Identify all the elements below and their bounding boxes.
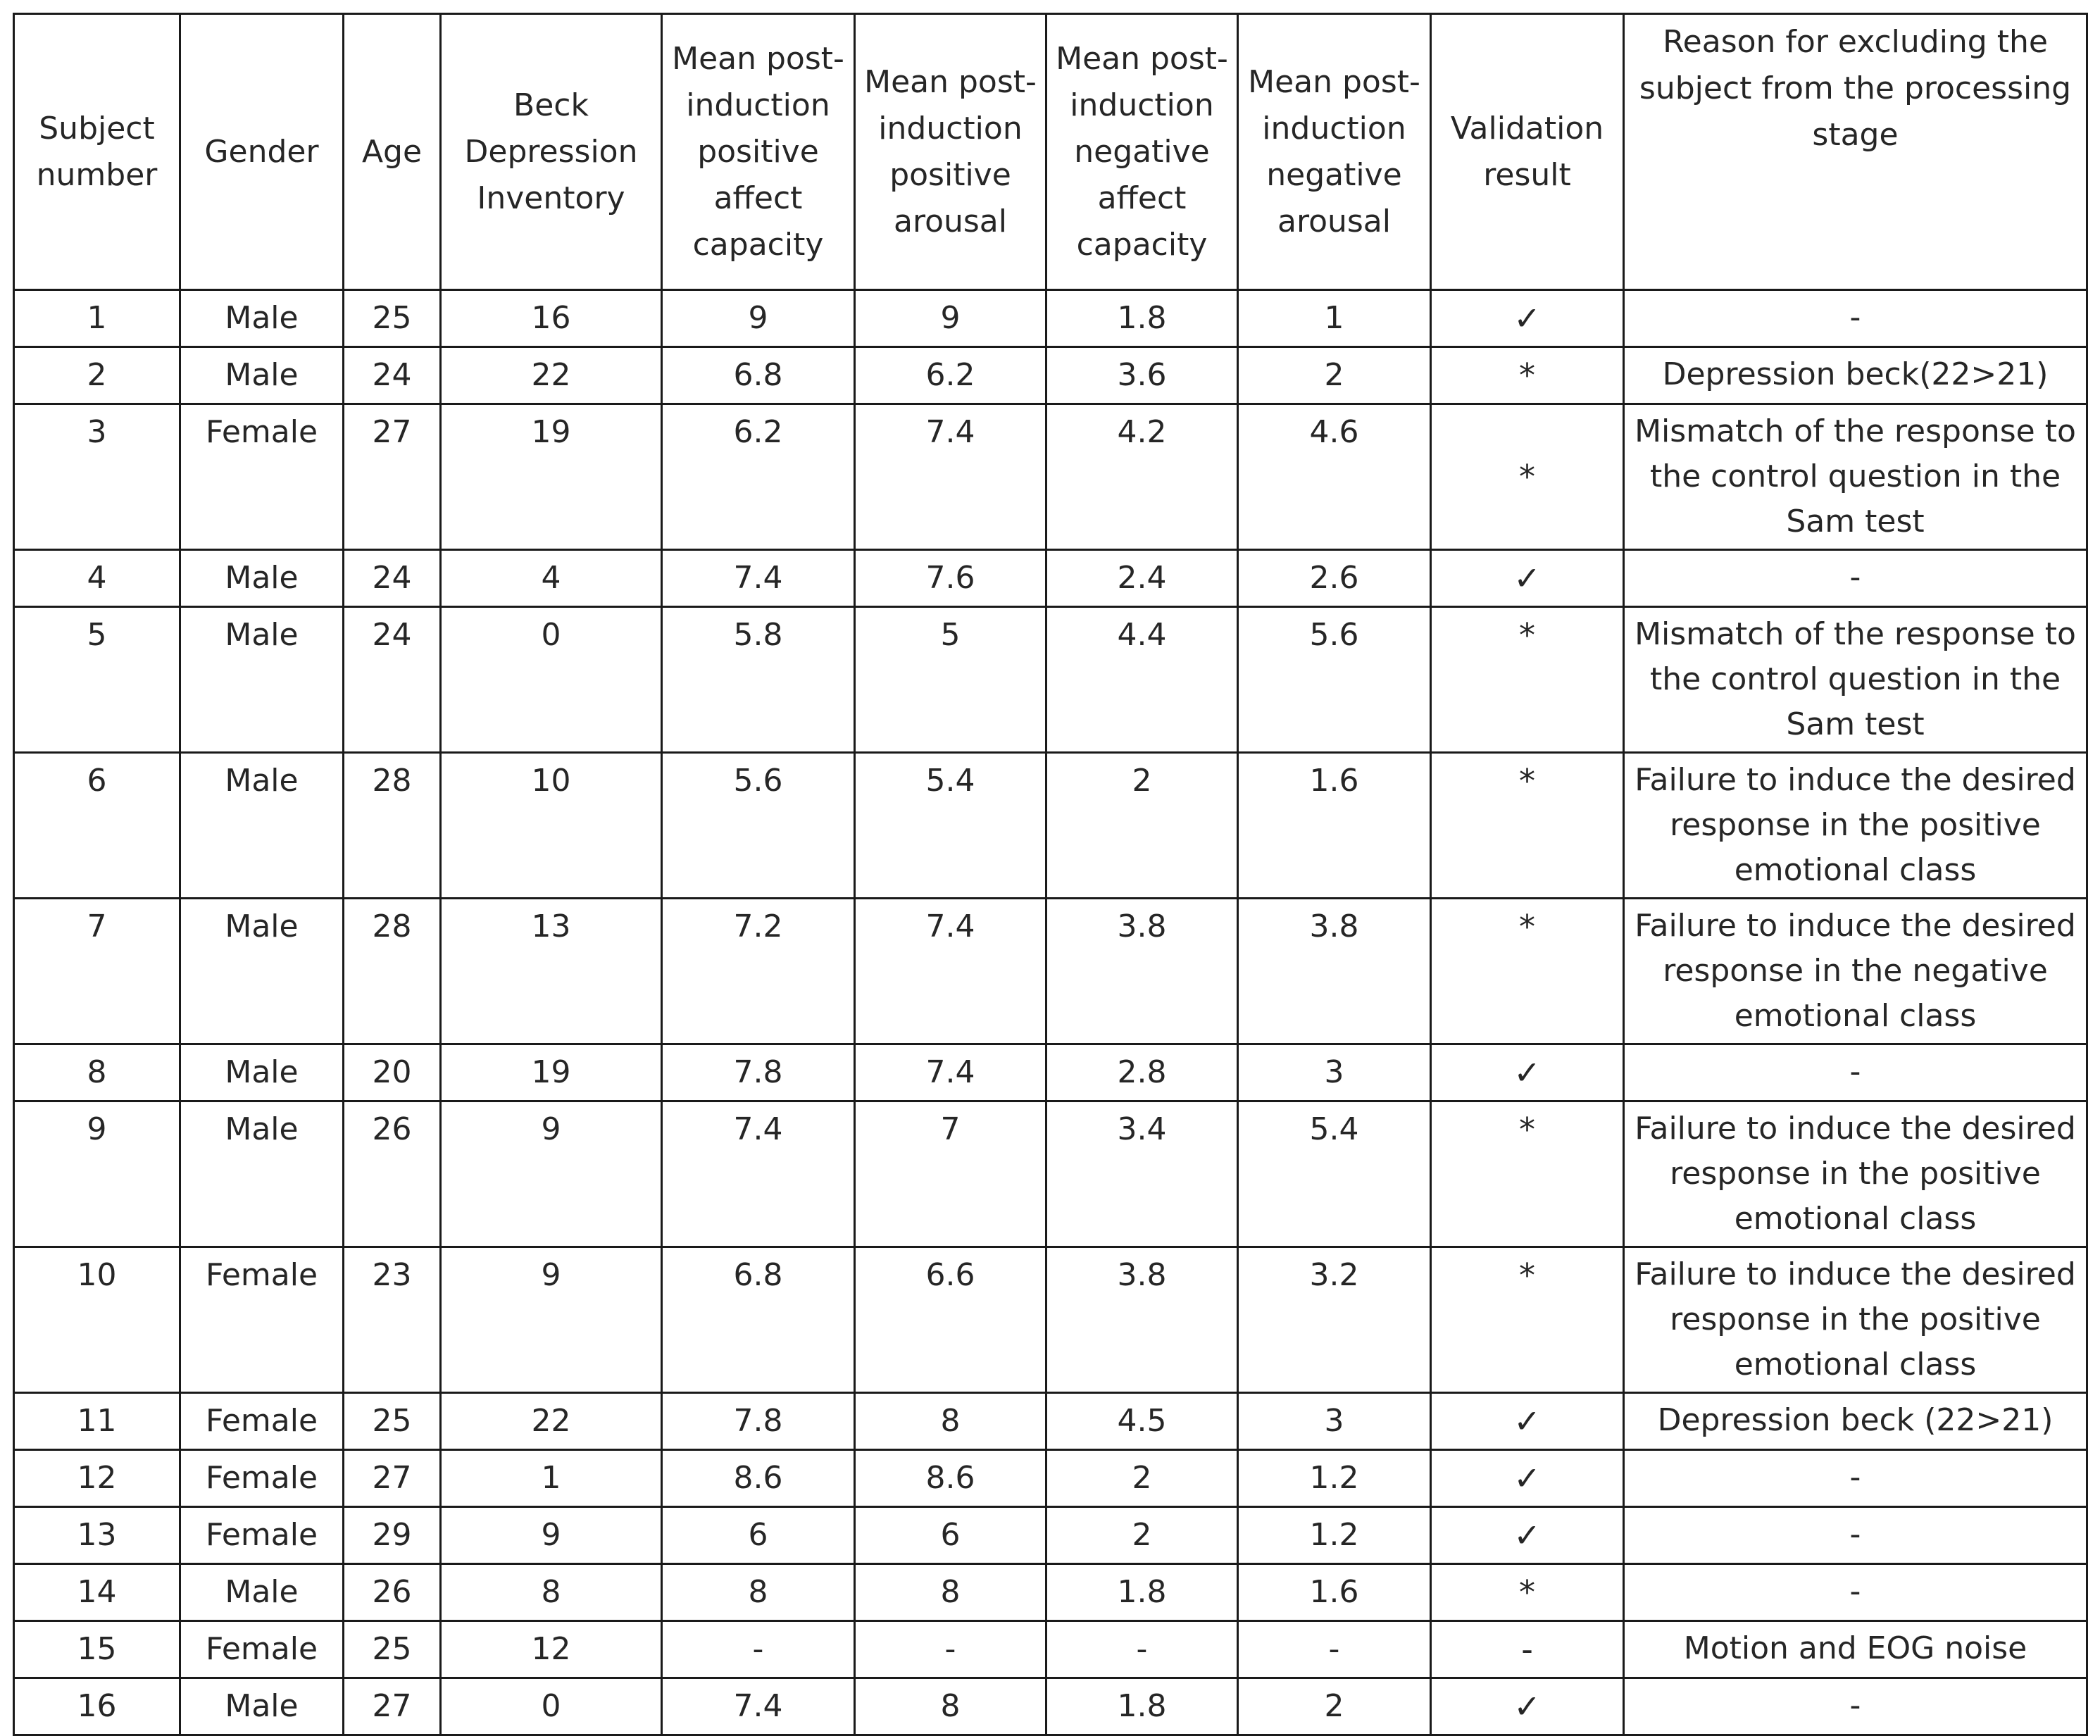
cell-beck-score: 22 [441, 1393, 662, 1450]
cell-gender: Male [180, 1101, 344, 1247]
cell-beck-score: 9 [441, 1101, 662, 1247]
cell-negative-affect: 4.2 [1046, 404, 1238, 550]
cell-negative-arousal: 2 [1238, 1678, 1431, 1735]
cell-positive-affect: - [662, 1621, 855, 1678]
cell-positive-affect: 5.6 [662, 753, 855, 899]
cell-validation-result: * [1431, 404, 1624, 550]
cell-exclusion-reason: Mismatch of the response to the control question in the Sam test [1624, 607, 2087, 753]
cell-positive-affect: 6 [662, 1507, 855, 1564]
cell-exclusion-reason: Depression beck(22>21) [1624, 347, 2087, 404]
table-row [14, 1507, 2087, 1564]
cell-subject-number: 10 [14, 1247, 180, 1393]
cell-validation-result: * [1431, 1101, 1624, 1247]
cell-beck-score: 0 [441, 1678, 662, 1735]
cell-beck-score: 1 [441, 1450, 662, 1507]
table-row [14, 1678, 2087, 1735]
cell-gender: Female [180, 1507, 344, 1564]
cell-gender: Male [180, 347, 344, 404]
cell-validation-result: ✓ [1431, 290, 1624, 347]
table-row [14, 1044, 2087, 1101]
cell-subject-number: 2 [14, 347, 180, 404]
cell-positive-affect: 8 [662, 1564, 855, 1621]
cell-positive-affect: 7.8 [662, 1044, 855, 1101]
cell-beck-score: 10 [441, 753, 662, 899]
header-beck-depression-inventory: Beck Depression Inventory [441, 14, 662, 290]
cell-positive-affect: 6.8 [662, 347, 855, 404]
cell-exclusion-reason: - [1624, 1450, 2087, 1507]
cell-age: 20 [344, 1044, 441, 1101]
cell-beck-score: 22 [441, 347, 662, 404]
cell-gender: Female [180, 1450, 344, 1507]
cell-exclusion-reason: Failure to induce the desired response in the positive emotional class [1624, 1247, 2087, 1393]
cell-positive-arousal: 6.6 [855, 1247, 1046, 1393]
header-subject-number: Subject number [14, 14, 180, 290]
cell-gender: Male [180, 550, 344, 607]
cell-gender: Male [180, 607, 344, 753]
cell-exclusion-reason: Failure to induce the desired response in the positive emotional class [1624, 1101, 2087, 1247]
cell-subject-number: 3 [14, 404, 180, 550]
cell-age: 23 [344, 1247, 441, 1393]
cell-exclusion-reason: Failure to induce the desired response in the negative emotional class [1624, 899, 2087, 1044]
cell-beck-score: 4 [441, 550, 662, 607]
header-age: Age [344, 14, 441, 290]
cell-positive-affect: 7.4 [662, 550, 855, 607]
cell-exclusion-reason: - [1624, 550, 2087, 607]
header-gender: Gender [180, 14, 344, 290]
cell-subject-number: 1 [14, 290, 180, 347]
table-row [14, 753, 2087, 899]
table-row [14, 1564, 2087, 1621]
cell-validation-result: ✓ [1431, 1450, 1624, 1507]
cell-exclusion-reason: - [1624, 1678, 2087, 1735]
cell-subject-number: 13 [14, 1507, 180, 1564]
cell-negative-arousal: 1.6 [1238, 753, 1431, 899]
cell-exclusion-reason: - [1624, 1507, 2087, 1564]
cell-validation-result: ✓ [1431, 1393, 1624, 1450]
cell-age: 25 [344, 1393, 441, 1450]
header-positive-affect-capacity: Mean post-induction positive affect capacity [662, 14, 855, 290]
cell-age: 24 [344, 550, 441, 607]
cell-positive-affect: 6.8 [662, 1247, 855, 1393]
cell-negative-affect: 4.5 [1046, 1393, 1238, 1450]
cell-age: 27 [344, 404, 441, 550]
cell-negative-arousal: 5.6 [1238, 607, 1431, 753]
cell-negative-affect: 1.8 [1046, 1678, 1238, 1735]
cell-negative-arousal: 3 [1238, 1393, 1431, 1450]
cell-positive-arousal: 9 [855, 290, 1046, 347]
cell-age: 27 [344, 1450, 441, 1507]
table-row [14, 404, 2087, 550]
cell-negative-affect: 1.8 [1046, 290, 1238, 347]
cell-negative-affect: - [1046, 1621, 1238, 1678]
header-row [14, 14, 2087, 290]
cell-positive-arousal: - [855, 1621, 1046, 1678]
cell-exclusion-reason: Depression beck (22>21) [1624, 1393, 2087, 1450]
cell-beck-score: 0 [441, 607, 662, 753]
cell-positive-affect: 7.8 [662, 1393, 855, 1450]
cell-validation-result: - [1431, 1621, 1624, 1678]
cell-negative-arousal: 3.8 [1238, 899, 1431, 1044]
cell-negative-affect: 4.4 [1046, 607, 1238, 753]
cell-validation-result: * [1431, 899, 1624, 1044]
cell-age: 28 [344, 899, 441, 1044]
cell-validation-result: * [1431, 753, 1624, 899]
cell-positive-arousal: 8 [855, 1564, 1046, 1621]
cell-age: 24 [344, 347, 441, 404]
cell-validation-result: ✓ [1431, 1678, 1624, 1735]
cell-exclusion-reason: Motion and EOG noise [1624, 1621, 2087, 1678]
cell-validation-result: * [1431, 347, 1624, 404]
cell-age: 28 [344, 753, 441, 899]
cell-validation-result: ✓ [1431, 1044, 1624, 1101]
cell-negative-affect: 2 [1046, 1507, 1238, 1564]
cell-negative-arousal: 1.6 [1238, 1564, 1431, 1621]
cell-subject-number: 8 [14, 1044, 180, 1101]
cell-gender: Female [180, 404, 344, 550]
cell-gender: Female [180, 1393, 344, 1450]
cell-gender: Male [180, 753, 344, 899]
cell-negative-arousal: 2 [1238, 347, 1431, 404]
cell-negative-affect: 2 [1046, 1450, 1238, 1507]
cell-gender: Male [180, 899, 344, 1044]
cell-negative-affect: 2 [1046, 753, 1238, 899]
cell-positive-arousal: 8 [855, 1678, 1046, 1735]
cell-negative-arousal: 1 [1238, 290, 1431, 347]
table-row [14, 290, 2087, 347]
cell-beck-score: 13 [441, 899, 662, 1044]
cell-beck-score: 9 [441, 1247, 662, 1393]
cell-negative-affect: 3.4 [1046, 1101, 1238, 1247]
cell-validation-result: * [1431, 1564, 1624, 1621]
cell-positive-affect: 7.2 [662, 899, 855, 1044]
cell-gender: Female [180, 1247, 344, 1393]
table-row [14, 550, 2087, 607]
table-row [14, 899, 2087, 1044]
cell-age: 26 [344, 1101, 441, 1247]
cell-age: 24 [344, 607, 441, 753]
cell-age: 26 [344, 1564, 441, 1621]
cell-positive-arousal: 6.2 [855, 347, 1046, 404]
cell-subject-number: 11 [14, 1393, 180, 1450]
cell-beck-score: 8 [441, 1564, 662, 1621]
cell-age: 29 [344, 1507, 441, 1564]
cell-positive-affect: 8.6 [662, 1450, 855, 1507]
cell-positive-affect: 5.8 [662, 607, 855, 753]
cell-gender: Male [180, 1564, 344, 1621]
cell-positive-arousal: 7 [855, 1101, 1046, 1247]
cell-negative-affect: 2.8 [1046, 1044, 1238, 1101]
cell-gender: Female [180, 1621, 344, 1678]
cell-validation-result: ✓ [1431, 1507, 1624, 1564]
table-row [14, 1450, 2087, 1507]
cell-negative-arousal: 5.4 [1238, 1101, 1431, 1247]
cell-positive-affect: 6.2 [662, 404, 855, 550]
cell-exclusion-reason: Failure to induce the desired response in the positive emotional class [1624, 753, 2087, 899]
header-validation-result: Validation result [1431, 14, 1624, 290]
cell-negative-affect: 1.8 [1046, 1564, 1238, 1621]
cell-positive-arousal: 7.4 [855, 899, 1046, 1044]
cell-subject-number: 15 [14, 1621, 180, 1678]
cell-positive-arousal: 6 [855, 1507, 1046, 1564]
cell-positive-arousal: 8.6 [855, 1450, 1046, 1507]
cell-beck-score: 16 [441, 290, 662, 347]
cell-negative-arousal: 1.2 [1238, 1507, 1431, 1564]
cell-subject-number: 4 [14, 550, 180, 607]
cell-exclusion-reason: - [1624, 290, 2087, 347]
cell-positive-arousal: 7.4 [855, 404, 1046, 550]
cell-beck-score: 19 [441, 404, 662, 550]
cell-gender: Male [180, 1678, 344, 1735]
table-row [14, 1247, 2087, 1393]
cell-validation-result: * [1431, 607, 1624, 753]
cell-negative-arousal: 3.2 [1238, 1247, 1431, 1393]
cell-exclusion-reason: - [1624, 1044, 2087, 1101]
cell-positive-affect: 7.4 [662, 1678, 855, 1735]
cell-age: 27 [344, 1678, 441, 1735]
cell-subject-number: 14 [14, 1564, 180, 1621]
cell-negative-affect: 3.6 [1046, 347, 1238, 404]
cell-subject-number: 16 [14, 1678, 180, 1735]
cell-negative-affect: 3.8 [1046, 899, 1238, 1044]
table-row [14, 347, 2087, 404]
header-positive-arousal: Mean post-induction positive arousal [855, 14, 1046, 290]
cell-validation-result: * [1431, 1247, 1624, 1393]
table-row [14, 1621, 2087, 1678]
header-negative-arousal: Mean post-induction negative arousal [1238, 14, 1431, 290]
cell-exclusion-reason: - [1624, 1564, 2087, 1621]
table-body [14, 290, 2087, 1735]
cell-negative-arousal: 2.6 [1238, 550, 1431, 607]
cell-subject-number: 7 [14, 899, 180, 1044]
table-row [14, 1393, 2087, 1450]
cell-beck-score: 19 [441, 1044, 662, 1101]
cell-validation-result: ✓ [1431, 550, 1624, 607]
cell-negative-arousal: 3 [1238, 1044, 1431, 1101]
cell-beck-score: 9 [441, 1507, 662, 1564]
cell-age: 25 [344, 1621, 441, 1678]
table-row [14, 1101, 2087, 1247]
cell-negative-affect: 3.8 [1046, 1247, 1238, 1393]
subjects-table [13, 13, 2088, 1736]
cell-positive-arousal: 8 [855, 1393, 1046, 1450]
cell-exclusion-reason: Mismatch of the response to the control question in the Sam test [1624, 404, 2087, 550]
cell-negative-arousal: 1.2 [1238, 1450, 1431, 1507]
cell-positive-arousal: 7.6 [855, 550, 1046, 607]
cell-age: 25 [344, 290, 441, 347]
cell-subject-number: 12 [14, 1450, 180, 1507]
cell-negative-affect: 2.4 [1046, 550, 1238, 607]
cell-positive-arousal: 5 [855, 607, 1046, 753]
cell-negative-arousal: - [1238, 1621, 1431, 1678]
header-negative-affect-capacity: Mean post-induction negative affect capacity [1046, 14, 1238, 290]
cell-positive-affect: 9 [662, 290, 855, 347]
subjects-table-frame [13, 13, 2086, 1736]
cell-subject-number: 6 [14, 753, 180, 899]
cell-subject-number: 9 [14, 1101, 180, 1247]
cell-negative-arousal: 4.6 [1238, 404, 1431, 550]
cell-positive-arousal: 7.4 [855, 1044, 1046, 1101]
cell-beck-score: 12 [441, 1621, 662, 1678]
cell-gender: Male [180, 1044, 344, 1101]
cell-gender: Male [180, 290, 344, 347]
cell-positive-affect: 7.4 [662, 1101, 855, 1247]
table-row [14, 607, 2087, 753]
cell-subject-number: 5 [14, 607, 180, 753]
cell-positive-arousal: 5.4 [855, 753, 1046, 899]
header-exclusion-reason: Reason for excluding the subject from the processing stage [1624, 14, 2087, 290]
